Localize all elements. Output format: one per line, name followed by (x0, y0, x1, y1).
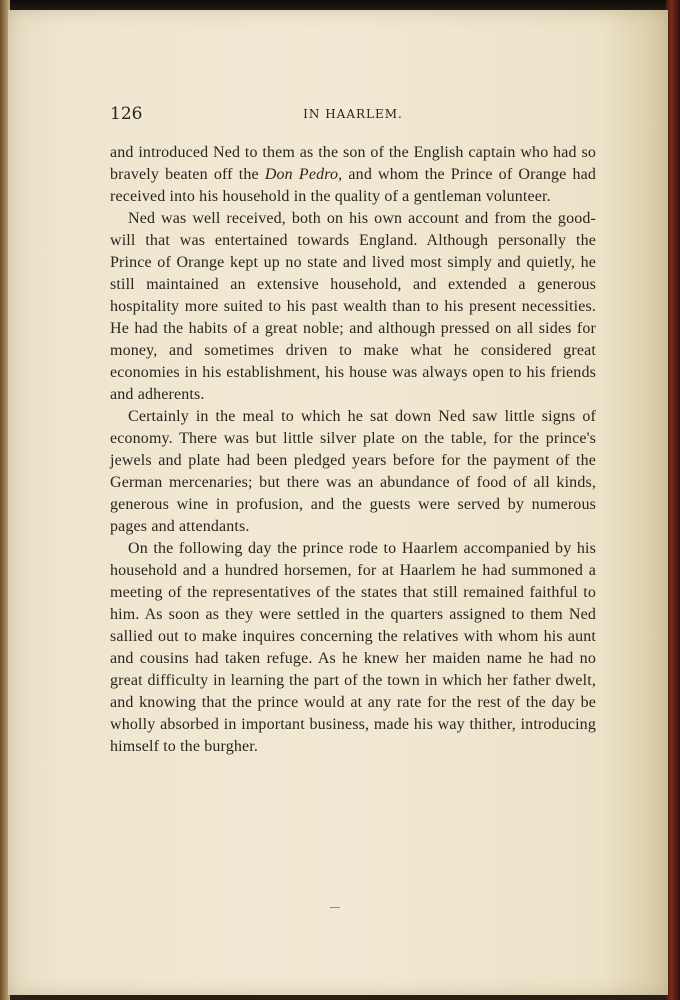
paragraph-2: Ned was well received, both on his own account and from the good-will that was entertained towards England. Although personally the Prince of Orange kept up no state and lived most simply and quietly, he still maintained an extensive household, and extended a generous hospitality more suited to his past wealth than to his present necessities. He had the habits of a great noble; and although pressed on all sides for money, and sometimes driven to make what he considered great economies in his establishment, his house was always open to his friends and adherents. (110, 210, 596, 403)
paragraph-3: Certainly in the meal to which he sat down Ned saw little signs of economy. There was but little silver plate on the table, for the prince's jewels and plate had been pledged years before for the payment of the German mercenaries; but there was an abundance of food of all kinds, generous wine in profusion, and the guests were served by numerous pages and attendants. (110, 408, 596, 535)
body-text (110, 142, 596, 758)
running-title: IN HAARLEM. (303, 107, 403, 121)
book-page (8, 10, 668, 995)
bottom-printer-mark (330, 907, 340, 908)
paragraph-4: On the following day the prince rode to Haarlem accompanied by his household and a hundred horsemen, for at Haarlem he had summoned a meeting of the representatives of the states that still remained faithful to him. As soon as they were settled in the quarters assigned to them Ned sallied out to make inquires concerning the relatives with whom his aunt and cousins had taken refuge. As he knew her maiden name he had no great difficulty in learning the part of the town in which her father dwelt, and knowing that the prince would at any rate for the rest of the day be wholly absorbed in important business, made his way thither, introducing himself to the burgher. (110, 540, 596, 755)
book-binding-edge (666, 0, 680, 1000)
page-number: 126 (110, 104, 143, 124)
ship-name-italic: Don Pedro, (264, 166, 343, 183)
paragraph-1-text-b: and whom the Prince of Orange had received into his household in the quality of a gentleman volunteer. (110, 166, 597, 205)
paragraph-1 (110, 142, 596, 208)
paragraph-1-text-a: and introduced Ned to them as the son of the English captain who had so bravely beaten off the (110, 144, 596, 183)
running-head (110, 104, 596, 130)
text-block (110, 104, 596, 758)
